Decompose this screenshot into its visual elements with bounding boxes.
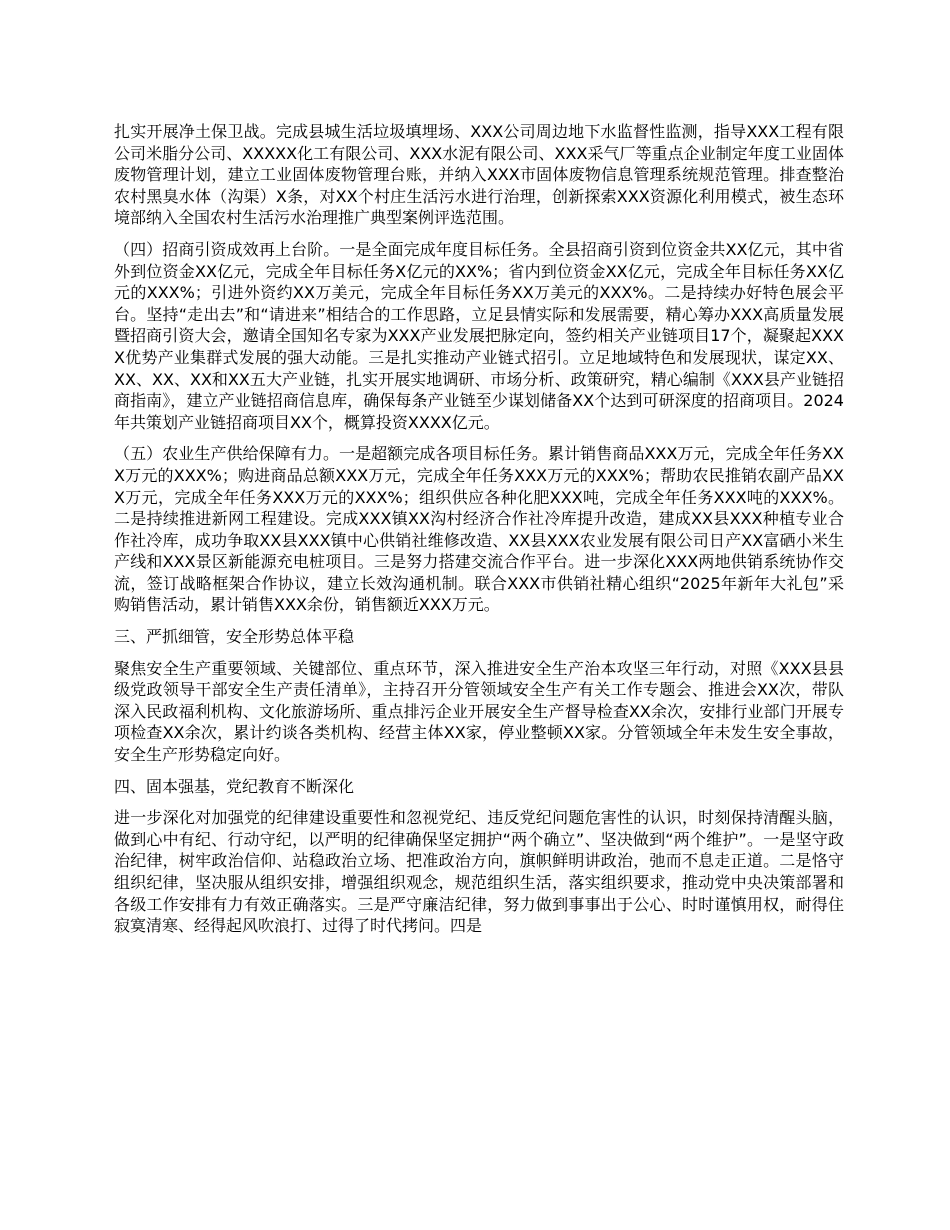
paragraph-investment-attraction: （四）招商引资成效再上台阶。一是全面完成年度目标任务。全县招商引资到位资金共XX亿元，其中省外到位资金XX亿元，完成全年目标任务X亿元的XX%；省内到位资金XX亿元，完成全年目标任务XX亿元的XXX%；引进外资约XX万美元，完成全年目标任务XX万美元的XXX%。二是持续办好特色展会平台。坚持“走出去”和“请进来”相结合的工作思路，立足县情实际和发展需要，精心筹办XXX高质量发展暨招商引资大会，邀请全国知名专家为XXX产业发展把脉定向，签约相关产业链项目17个，凝聚起XXXX优势产业集群式发展的强大动能。三是扎实推动产业链式招引。立足地域特色和发展现状，谋定XX、XX、XX、XX和XX五大产业链，扎实开展实地调研、市场分析、政策研究，精心编制《XXX县产业链招商指南》，建立产业链招商信息库，确保每条产业链至少谋划储备XX个达到可研深度的招商项目。2024年共策划产业链招商项目XX个，概算投资XXXX亿元。 bbox=[114, 239, 844, 432]
document-page bbox=[114, 121, 844, 947]
paragraph-agricultural-supply: （五）农业生产供给保障有力。一是超额完成各项目标任务。累计销售商品XXX万元，完成全年任务XXX万元的XXX%；购进商品总额XXX万元，完成全年任务XXX万元的XXX%；帮助农民推销农副产品XXX万元，完成全年任务XXX万元的XXX%；组织供应各种化肥XXX吨，完成全年任务XXX吨的XXX%。二是持续推进新网工程建设。完成XXX镇XX沟村经济合作社冷库提升改造，建成XX县XXX种植专业合作社冷库，成功争取XX县XXX镇中心供销社维修改造、XX县XXX农业发展有限公司日产XX富硒小米生产线和XXX景区新能源充电桩项目。三是努力搭建交流合作平台。进一步深化XXX两地供销系统协作交流，签订战略框架合作协议，建立长效沟通机制。联合XXX市供销社精心组织“2025年新年大礼包”采购销售活动，累计销售XXX余份，销售额近XXX万元。 bbox=[114, 444, 844, 615]
section-heading-safety: 三、严抓细管，安全形势总体平稳 bbox=[114, 627, 355, 647]
paragraph-party-discipline: 进一步深化对加强党的纪律建设重要性和忽视党纪、违反党纪问题危害性的认识，时刻保持清醒头脑，做到心中有纪、行动守纪，以严明的纪律确保坚定拥护“两个确立”、坚决做到“两个维护”。一是坚守政治纪律，树牢政治信仰、站稳政治立场、把准政治方向，旗帜鲜明讲政治，弛而不息走正道。二是恪守组织纪律，坚决服从组织安排，增强组织观念，规范组织生活，落实组织要求，推动党中央决策部署和各级工作安排有力有效正确落实。三是严守廉洁纪律，努力做到事事出于公心、时时谨慎用权，耐得住寂寞清寒、经得起风吹浪打、过得了时代拷问。四是 bbox=[114, 808, 844, 936]
paragraph-soil-protection: 扎实开展净土保卫战。完成县城生活垃圾填埋场、XXX公司周边地下水监督性监测，指导XXX工程有限公司米脂分公司、XXXXX化工有限公司、XXX水泥有限公司、XXX采气厂等重点企业制定年度工业固体废物管理计划，建立工业固体废物管理台账，并纳入XXX市固体废物信息管理系统规范管理。排查整治农村黑臭水体（沟渠）X条，对XX个村庄生活污水进行治理，创新探索XXX资源化利用模式，被生态环境部纳入全国农村生活污水治理推广典型案例评选范围。 bbox=[114, 122, 844, 228]
paragraph-safety-production: 聚焦安全生产重要领域、关键部位、重点环节，深入推进安全生产治本攻坚三年行动，对照《XXX县县级党政领导干部安全生产责任清单》，主持召开分管领域安全生产有关工作专题会、推进会XX次，带队深入民政福利机构、文化旅游场所、重点排污企业开展安全生产督导检查XX余次，安排行业部门开展专项检查XX余次，累计约谈各类机构、经营主体XX家，停业整顿XX家。分管领域全年未发生安全事故，安全生产形势稳定向好。 bbox=[114, 658, 844, 765]
section-heading-party-discipline: 四、固本强基，党纪教育不断深化 bbox=[114, 776, 355, 796]
